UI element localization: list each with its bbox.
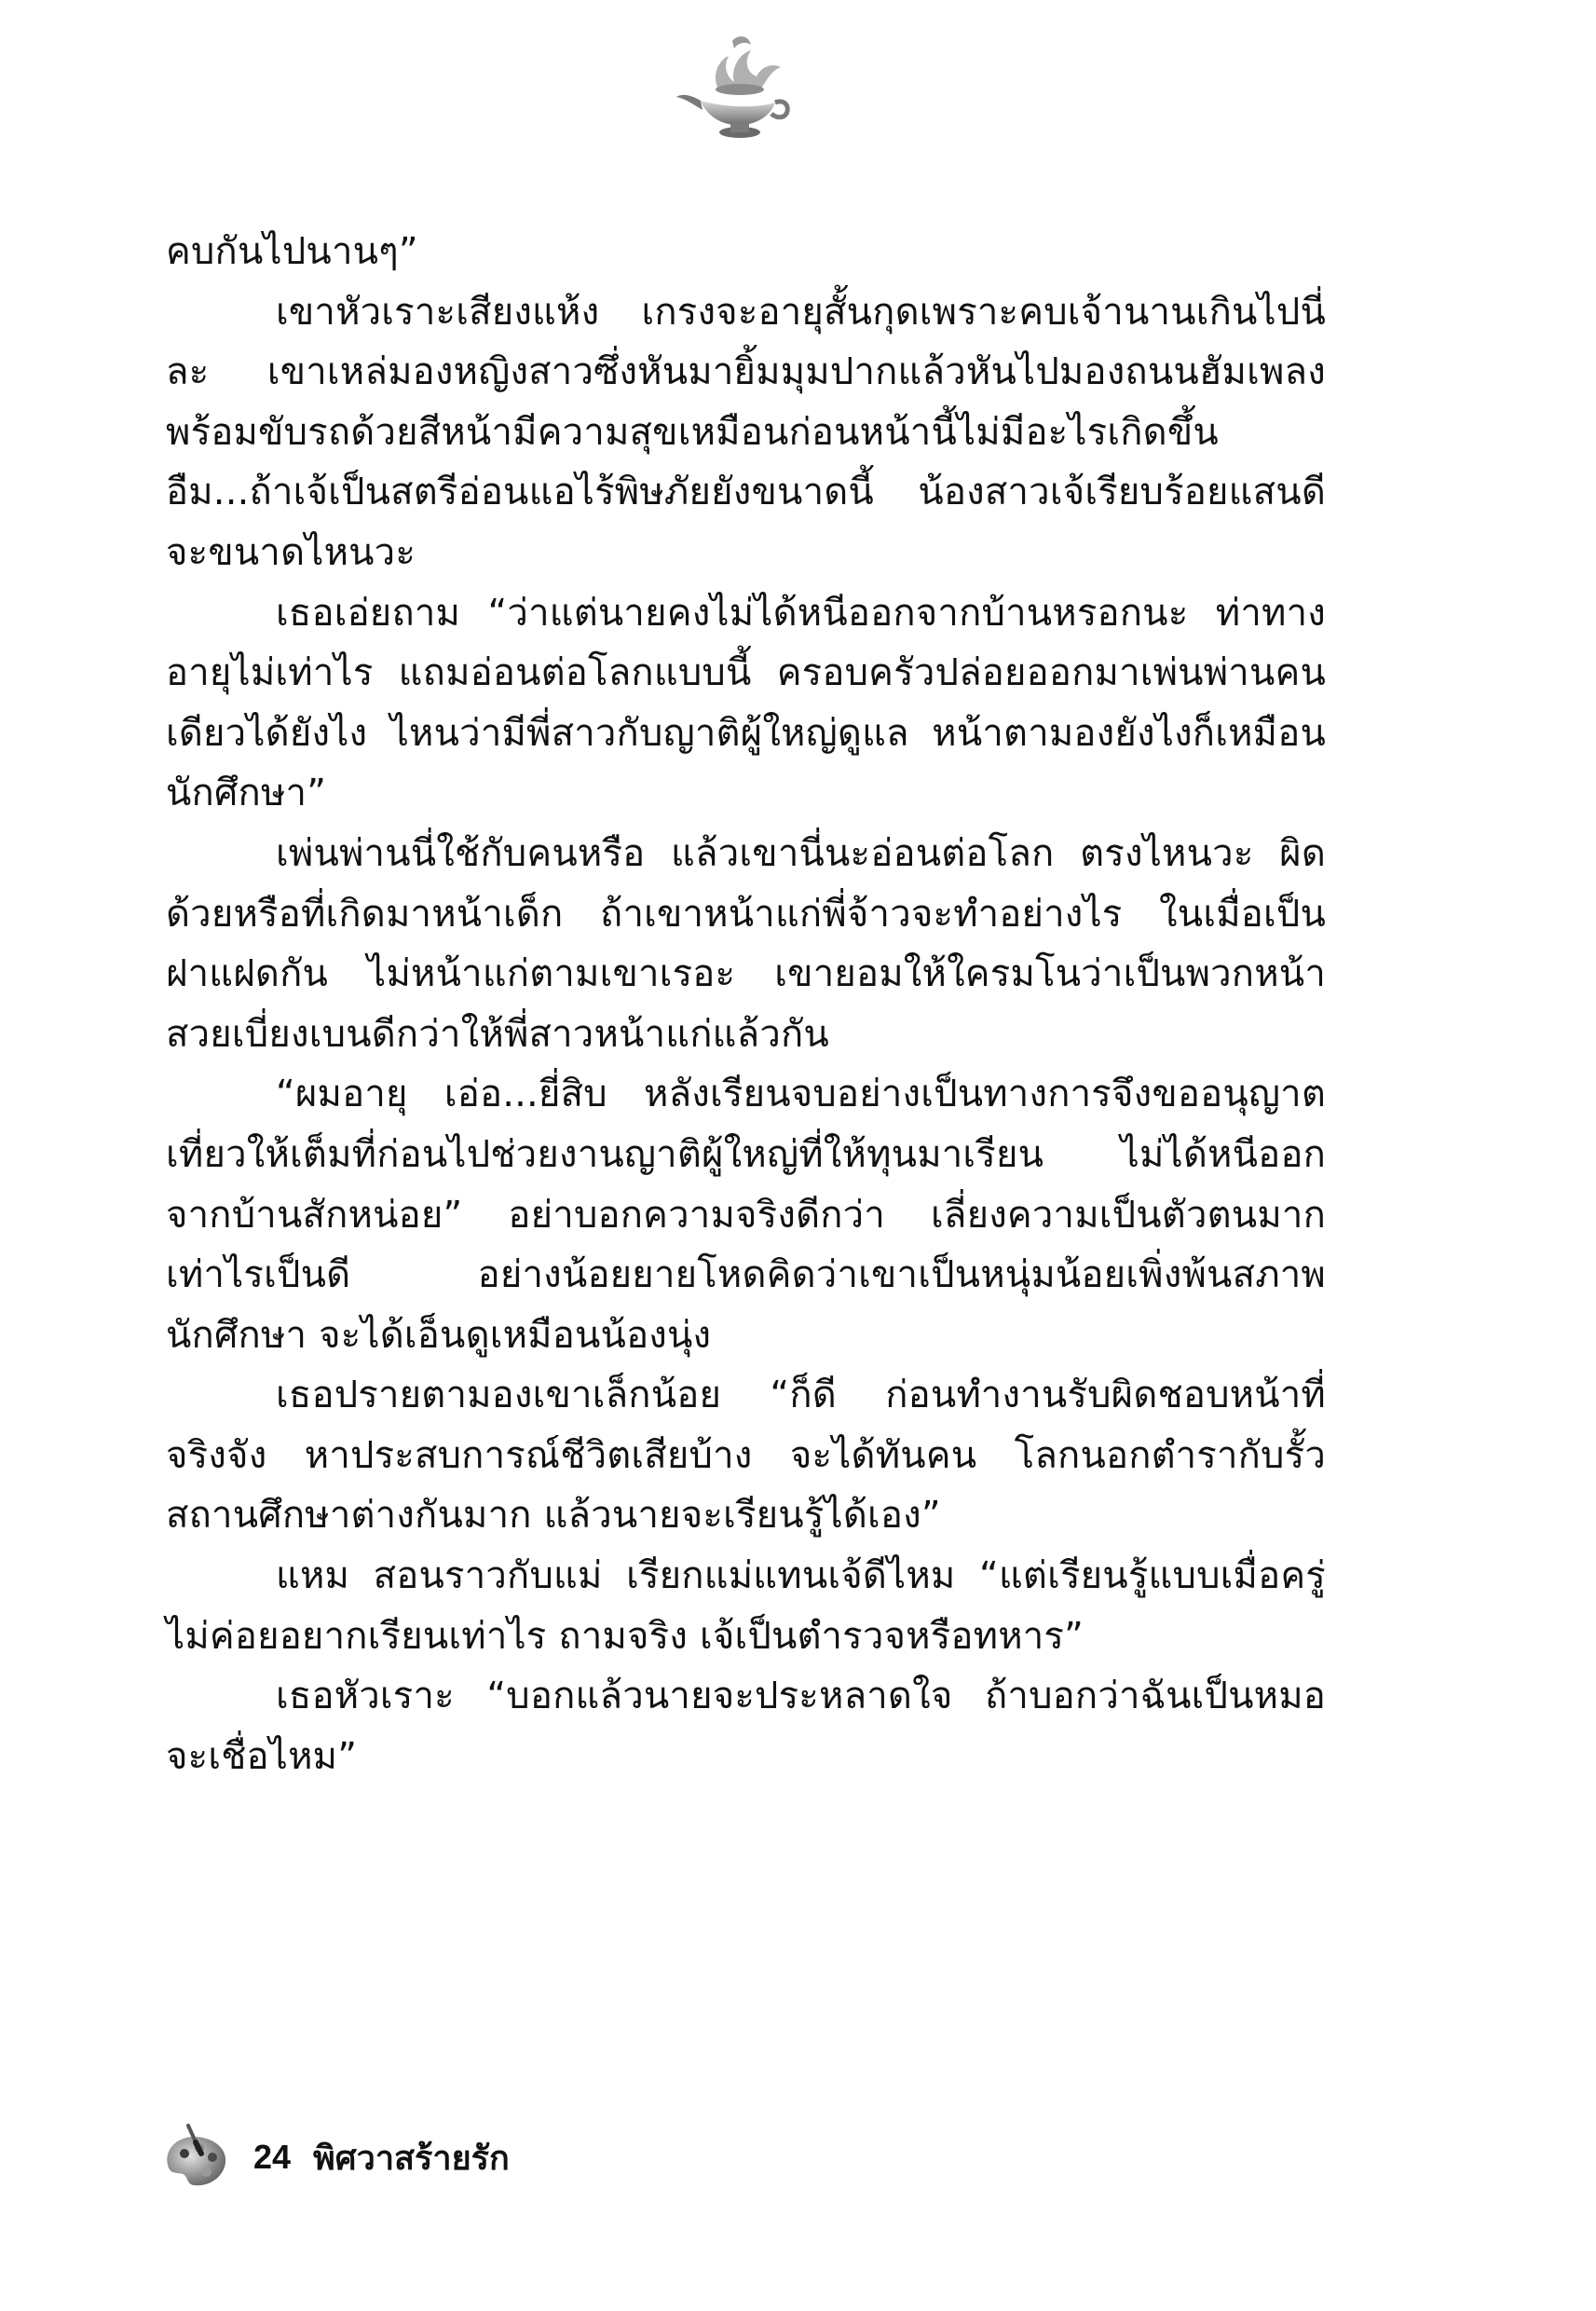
body-text	[166, 222, 1326, 1786]
paragraph: เธอปรายตามองเขาเล็กน้อย “ก็ดี ก่อนทำงานรับผิดชอบหน้าที่จริงจัง หาประสบการณ์ชีวิตเสียบ้าง จะได้ทันคน โลกนอกตำรากับรั้วสถานศึกษาต่างกันมาก แล้วนายจะเรียนรู้ได้เอง”	[166, 1374, 1326, 1538]
paragraph: เธอหัวเราะ “บอกแล้วนายจะประหลาดใจ ถ้าบอกว่าฉันเป็นหมอจะเชื่อไหม”	[166, 1675, 1326, 1778]
page-number: 24	[253, 2138, 292, 2176]
paragraph: “ผมอายุ เอ่อ...ยี่สิบ หลังเรียนจบอย่างเป็นทางการจึงขออนุญาตเที่ยวให้เต็มที่ก่อนไปช่วยงานญาติผู้ใหญ่ที่ให้ทุนมาเรียน ไม่ได้หนีออกจากบ้านสักหน่อย” อย่าบอกความจริงดีกว่า เลี่ยงความเป็นตัวตนมากเท่าไรเป็นดี อย่างน้อยยายโหดคิดว่าเขาเป็นหนุ่มน้อยเพิ่งพ้นสภาพนักศึกษา จะได้เอ็นดูเหมือนน้องนุ่ง	[166, 1073, 1326, 1357]
genie-lamp-icon	[673, 28, 794, 158]
paragraph: คบกันไปนานๆ”	[166, 230, 418, 273]
paint-palette-icon	[160, 2122, 233, 2193]
paragraph: เธอเอ่ยถาม “ว่าแต่นายคงไม่ได้หนีออกจากบ้านหรอกนะ ท่าทางอายุไม่เท่าไร แถมอ่อนต่อโลกแบบนี้ ครอบครัวปล่อยออกมาเพ่นพ่านคนเดียวได้ยังไง ไหนว่ามีพี่สาวกับญาติผู้ใหญ่ดูแล หน้าตามองยังไงก็เหมือนนักศึกษา”	[166, 591, 1326, 815]
page-footer	[160, 2120, 510, 2195]
paragraph: เพ่นพ่านนี่ใช้กับคนหรือ แล้วเขานี่นะอ่อนต่อโลก ตรงไหนวะ ผิดด้วยหรือที่เกิดมาหน้าเด็ก ถ้าเขาหน้าแก่พี่จ้าวจะทำอย่างไร ในเมื่อเป็นฝาแฝดกัน ไม่หน้าแก่ตามเขาเรอะ เขายอมให้ใครมโนว่าเป็นพวกหน้าสวยเบี่ยงเบนดีกว่าให้พี่สาวหน้าแก่แล้วกัน	[166, 831, 1326, 1056]
book-title: พิศวาสร้ายรัก	[313, 2139, 510, 2178]
paragraph: เขาหัวเราะเสียงแห้ง เกรงจะอายุสั้นกุดเพราะคบเจ้านานเกินไปนี่ละ เขาเหล่มองหญิงสาวซึ่งหันมายิ้มมุมปากแล้วหันไปมองถนนฮัมเพลงพร้อมขับรถด้วยสีหน้ามีความสุขเหมือนก่อนหน้านี้ไม่มีอะไรเกิดขึ้น อืม...ถ้าเจ้เป็นสตรีอ่อนแอไร้พิษภัยยังขนาดนี้ น้องสาวเจ้เรียบร้อยแสนดีจะขนาดไหนวะ	[166, 290, 1326, 574]
paragraph: แหม สอนราวกับแม่ เรียกแม่แทนเจ้ดีไหม “แต่เรียนรู้แบบเมื่อครู่ไม่ค่อยอยากเรียนเท่าไร ถามจริง เจ้เป็นตำรวจหรือทหาร”	[166, 1554, 1326, 1658]
